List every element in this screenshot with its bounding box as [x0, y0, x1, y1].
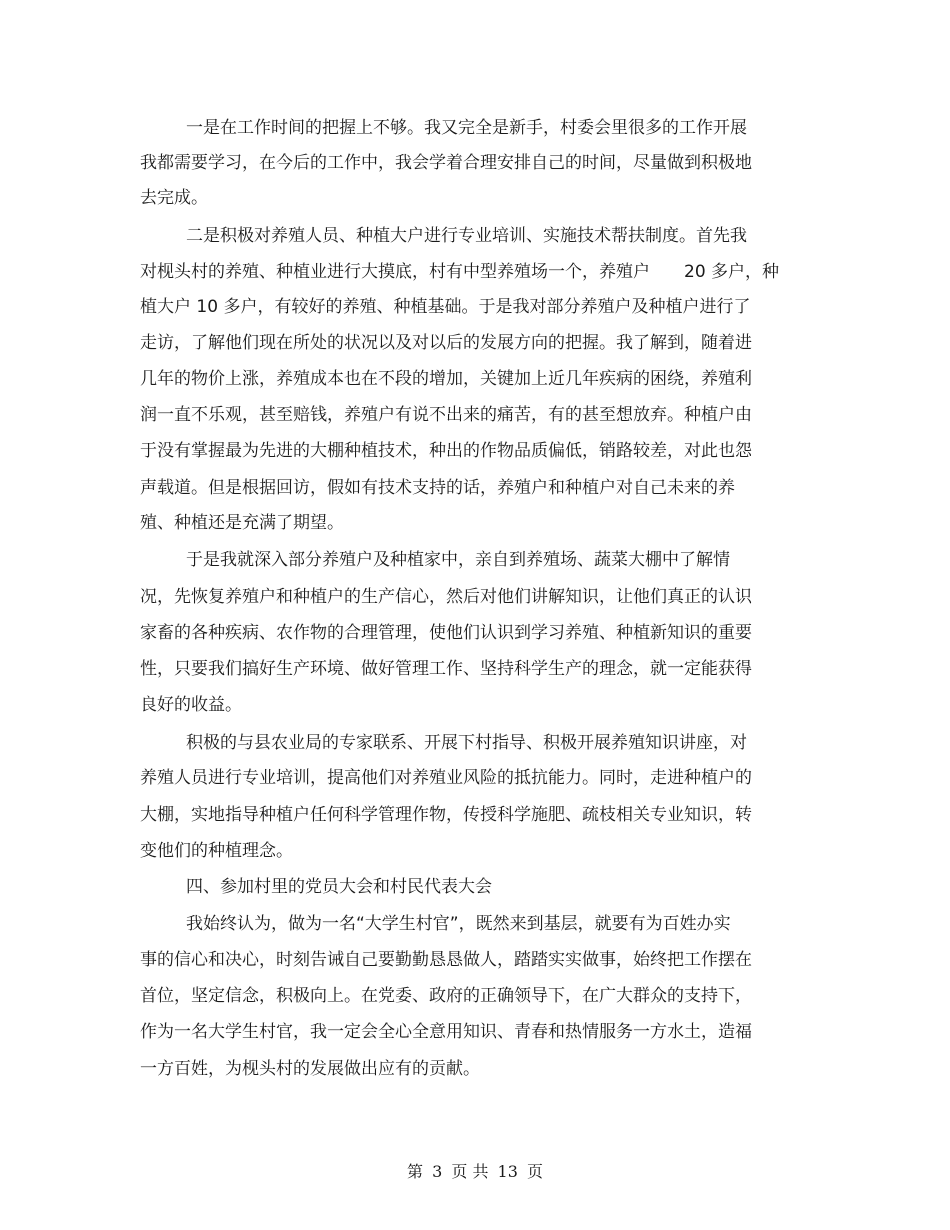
text-line: 家畜的各种疾病、农作物的合理管理，使他们认识到学习养殖、种植新知识的重要	[140, 623, 752, 643]
total-page-count: 13	[497, 1162, 518, 1181]
current-page-number: 3	[432, 1162, 443, 1181]
text-line: 于没有掌握最为先进的大棚种植技术，种出的作物品质偏低，销路较差，对此也怨	[140, 441, 752, 461]
text-line: 我都需要学习，在今后的工作中，我会学着合理安排自己的时间，尽量做到积极地	[140, 153, 752, 173]
text-line: 大棚，实地指导种植户任何科学管理作物，传授科学施肥、疏枝相关专业知识，转	[140, 805, 752, 825]
text-line: 养殖人员进行专业培训，提高他们对养殖业风险的抵抗能力。同时，走进种植户的	[140, 768, 752, 788]
text-line: 几年的物价上涨，养殖成本也在不段的增加，关键加上近几年疾病的困绕，养殖利	[140, 369, 752, 389]
footer-suffix: 页	[527, 1162, 544, 1181]
page-footer	[0, 1159, 950, 1182]
text-line: 二是积极对养殖人员、种植大户进行专业培训、实施技术帮扶制度。首先我	[186, 226, 747, 246]
text-line: 变他们的种植理念。	[140, 841, 293, 861]
text-line: 于是我就深入部分养殖户及种植家中，亲自到养殖场、蔬菜大棚中了解情	[186, 550, 730, 570]
text-line: 一方百姓，为枧头村的发展做出应有的贡献。	[140, 1059, 480, 1079]
text-line: 走访，了解他们现在所处的状况以及对以后的发展方向的把握。我了解到，随着进	[140, 333, 752, 353]
text-line: 对枧头村的养殖、种植业进行大摸底，村有中型养殖场一个，养殖户 20 多户，种	[140, 262, 780, 282]
text-line: 润一直不乐观，甚至赔钱，养殖户有说不出来的痛苦，有的甚至想放弃。种植户由	[140, 405, 752, 425]
footer-prefix: 第	[406, 1162, 423, 1181]
text-line: 殖、种植还是充满了期望。	[140, 513, 344, 533]
text-line: 我始终认为，做为一名“大学生村官”，既然来到基层，就要有为百姓办实	[186, 914, 731, 934]
text-line: 首位，坚定信念，积极向上。在党委、政府的正确领导下，在广大群众的支持下，	[140, 986, 752, 1006]
text-line: 事的信心和决心，时刻告诫自己要勤勤恳恳做人，踏踏实实做事，始终把工作摆在	[140, 950, 752, 970]
text-line: 声载道。但是根据回访，假如有技术支持的话，养殖户和种植户对自己未来的养	[140, 478, 735, 498]
text-line: 性，只要我们搞好生产环境、做好管理工作、坚持科学生产的理念，就一定能获得	[140, 659, 752, 679]
text-line: 作为一名大学生村官，我一定会全心全意用知识、青春和热情服务一方水土，造福	[140, 1022, 752, 1042]
text-line: 况，先恢复养殖户和种植户的生产信心，然后对他们讲解知识，让他们真正的认识	[140, 587, 752, 607]
footer-middle: 页 共	[451, 1162, 489, 1181]
text-line: 植大户 10 多户，有较好的养殖、种植基础。于是我对部分养殖户及种植户进行了	[140, 297, 751, 317]
text-line: 一是在工作时间的把握上不够。我又完全是新手，村委会里很多的工作开展	[186, 118, 747, 138]
text-line: 去完成。	[140, 188, 208, 208]
section-heading: 四、参加村里的党员大会和村民代表大会	[186, 877, 492, 897]
text-line: 良好的收益。	[140, 695, 242, 715]
text-line: 积极的与县农业局的专家联系、开展下村指导、积极开展养殖知识讲座，对	[186, 733, 747, 753]
